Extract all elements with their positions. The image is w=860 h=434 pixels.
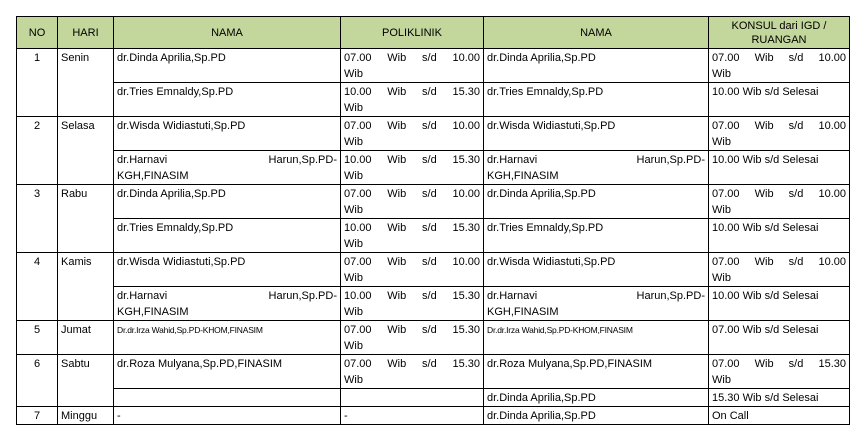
- header-nama: NAMA: [114, 17, 341, 49]
- table-header: [17, 17, 850, 49]
- row-no: 2: [17, 117, 58, 151]
- konsul-time: 07.00 Wib s/d 10.00 Wib: [709, 185, 850, 219]
- doctor-name: dr.Tries Emnaldy,Sp.PD: [114, 219, 341, 253]
- empty-doctor: -: [114, 407, 341, 425]
- poliklinik-time: 10.00 Wib s/d 15.30 Wib: [341, 83, 484, 117]
- konsul-doctor-name: dr.Roza Mulyana,Sp.PD,FINASIM: [484, 355, 709, 389]
- poliklinik-time: 10.00 Wib s/d 15.30 Wib: [341, 287, 484, 321]
- schedule-table: [16, 16, 850, 425]
- row-no: 6: [17, 355, 58, 389]
- table-row: [17, 321, 850, 355]
- row-no: 1: [17, 49, 58, 83]
- konsul-time: On Call: [709, 407, 850, 425]
- header-konsul-line2: RUANGAN: [751, 33, 807, 46]
- konsul-doctor-name: dr.Dinda Aprilia,Sp.PD: [484, 49, 709, 83]
- konsul-time: 07.00 Wib s/d 10.00 Wib: [709, 117, 850, 151]
- doctor-name: dr.Harnavi Harun,Sp.PD- KGH,FINASIM: [114, 287, 341, 321]
- konsul-doctor-name: dr.Wisda Widiastuti,Sp.PD: [484, 253, 709, 287]
- header-konsul: [709, 17, 850, 49]
- table-row: [17, 185, 850, 219]
- empty-time: -: [341, 407, 484, 425]
- table-row: [17, 407, 850, 425]
- konsul-doctor-name: dr.Dinda Aprilia,Sp.PD: [484, 407, 709, 425]
- row-hari: Jumat: [58, 321, 114, 355]
- konsul-doctor-name: dr.Dinda Aprilia,Sp.PD: [484, 389, 709, 407]
- doctor-name: dr.Roza Mulyana,Sp.PD,FINASIM: [114, 355, 341, 389]
- header-konsul-line1: KONSUL dari IGD /: [731, 19, 827, 32]
- table-row: [17, 287, 850, 321]
- row-hari: Sabtu: [58, 355, 114, 389]
- row-no: 5: [17, 321, 58, 355]
- row-no: 3: [17, 185, 58, 219]
- row-no: 7: [17, 407, 58, 425]
- table-row: [17, 219, 850, 253]
- konsul-doctor-name: dr.Tries Emnaldy,Sp.PD: [484, 83, 709, 117]
- konsul-time: 07.00 Wib s/d 10.00 Wib: [709, 253, 850, 287]
- row-hari: Minggu: [58, 407, 114, 425]
- doctor-name: dr.Wisda Widiastuti,Sp.PD: [114, 117, 341, 151]
- table-row: [17, 253, 850, 287]
- header-hari: HARI: [58, 17, 114, 49]
- poliklinik-time: 07.00 Wib s/d 10.00 Wib: [341, 117, 484, 151]
- konsul-time: 15.30 Wib s/d Selesai: [709, 389, 850, 407]
- konsul-doctor-name: dr.Harnavi Harun,Sp.PD- KGH,FINASIM: [484, 287, 709, 321]
- table-row: [17, 49, 850, 83]
- poliklinik-time: 10.00 Wib s/d 15.30 Wib: [341, 219, 484, 253]
- konsul-doctor-name: Dr.dr.Irza Wahid,Sp.PD-KHOM,FINASIM: [484, 321, 709, 355]
- row-no: 4: [17, 253, 58, 287]
- poliklinik-time: 07.00 Wib s/d 15.30 Wib: [341, 355, 484, 389]
- doctor-name: Dr.dr.Irza Wahid,Sp.PD-KHOM,FINASIM: [114, 321, 341, 355]
- doctor-name: dr.Tries Emnaldy,Sp.PD: [114, 83, 341, 117]
- poliklinik-time: 07.00 Wib s/d 15.30 Wib: [341, 321, 484, 355]
- doctor-name: dr.Harnavi Harun,Sp.PD- KGH,FINASIM: [114, 151, 341, 185]
- row-hari: Rabu: [58, 185, 114, 219]
- konsul-doctor-name: dr.Dinda Aprilia,Sp.PD: [484, 185, 709, 219]
- poliklinik-time: 07.00 Wib s/d 10.00 Wib: [341, 253, 484, 287]
- konsul-time: 10.00 Wib s/d Selesai: [709, 83, 850, 117]
- konsul-time: 07.00 Wib s/d Selesai: [709, 321, 850, 355]
- konsul-time: 07.00 Wib s/d 10.00 Wib: [709, 49, 850, 83]
- doctor-name: dr.Dinda Aprilia,Sp.PD: [114, 185, 341, 219]
- header-poliklinik: POLIKLINIK: [341, 17, 484, 49]
- doctor-name: dr.Dinda Aprilia,Sp.PD: [114, 49, 341, 83]
- table-row: [17, 117, 850, 151]
- konsul-doctor-name: dr.Tries Emnaldy,Sp.PD: [484, 219, 709, 253]
- konsul-time: 10.00 Wib s/d Selesai: [709, 287, 850, 321]
- konsul-time: 10.00 Wib s/d Selesai: [709, 219, 850, 253]
- poliklinik-time: 10.00 Wib s/d 15.30 Wib: [341, 151, 484, 185]
- row-hari: Selasa: [58, 117, 114, 151]
- header-nama-konsul: NAMA: [484, 17, 709, 49]
- poliklinik-time: 07.00 Wib s/d 10.00 Wib: [341, 185, 484, 219]
- konsul-time: 10.00 Wib s/d Selesai: [709, 151, 850, 185]
- table-row: [17, 355, 850, 389]
- doctor-name: dr.Wisda Widiastuti,Sp.PD: [114, 253, 341, 287]
- table-row: [17, 389, 850, 407]
- table-row: [17, 83, 850, 117]
- row-hari: Kamis: [58, 253, 114, 287]
- konsul-time: 07.00 Wib s/d 15.30 Wib: [709, 355, 850, 389]
- konsul-doctor-name: dr.Wisda Widiastuti,Sp.PD: [484, 117, 709, 151]
- konsul-doctor-name: dr.Harnavi Harun,Sp.PD- KGH,FINASIM: [484, 151, 709, 185]
- table-row: [17, 151, 850, 185]
- header-no: NO: [17, 17, 58, 49]
- row-hari: Senin: [58, 49, 114, 83]
- poliklinik-time: 07.00 Wib s/d 10.00 Wib: [341, 49, 484, 83]
